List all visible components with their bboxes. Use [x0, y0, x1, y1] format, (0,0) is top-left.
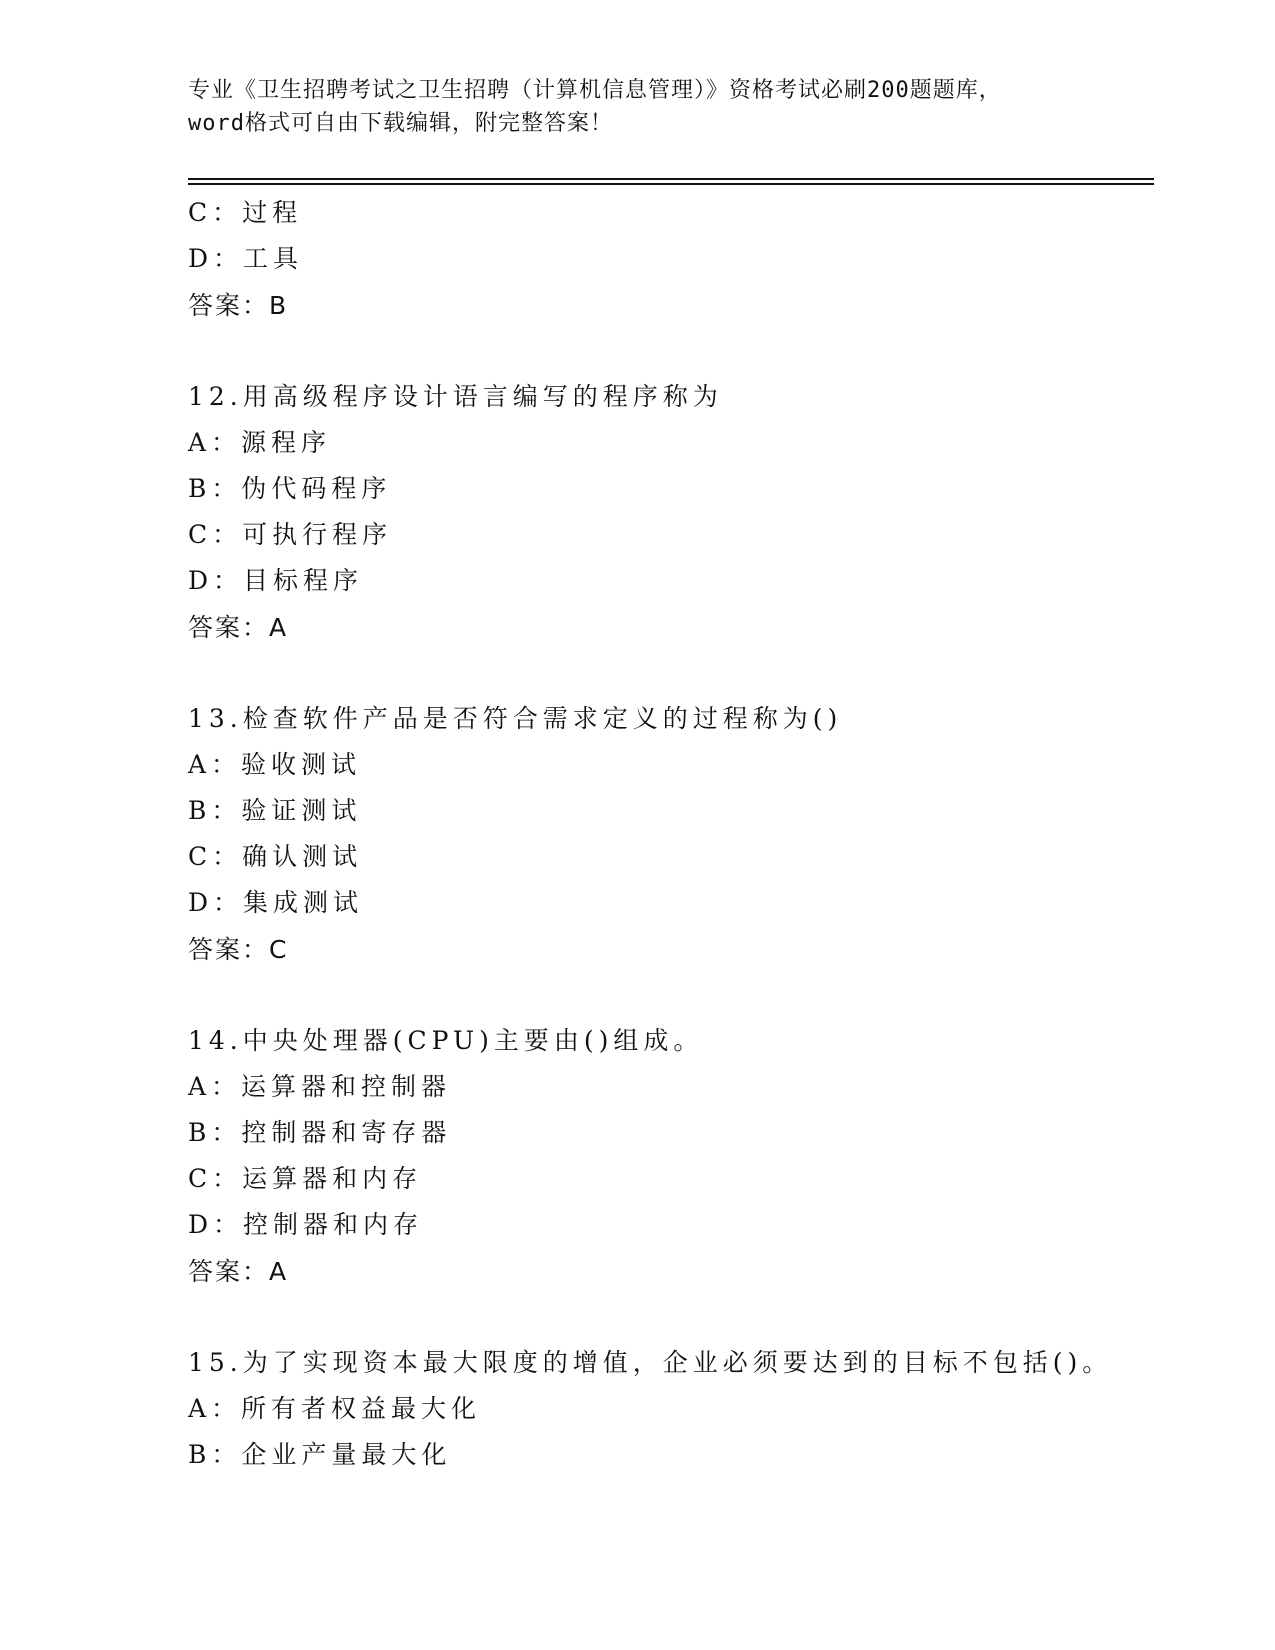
option-b: B：伪代码程序 [188, 474, 392, 503]
question-12 [188, 374, 1168, 651]
option-c: C：确认测试 [188, 842, 363, 871]
question-list [188, 190, 1168, 1478]
option-b: B：企业产量最大化 [188, 1440, 452, 1469]
question-11-continued [188, 190, 1168, 329]
option-d: D：控制器和内存 [188, 1210, 424, 1239]
question-text: 12.用高级程序设计语言编写的程序称为 [188, 382, 723, 411]
answer-line: 答案：C [188, 935, 289, 964]
question-13 [188, 696, 1168, 973]
answer-line: 答案：A [188, 613, 289, 642]
option-a: A：运算器和控制器 [188, 1072, 452, 1101]
document-header [188, 74, 1088, 140]
option-b: B：控制器和寄存器 [188, 1118, 452, 1147]
option-b: B：验证测试 [188, 796, 362, 825]
question-text: 14.中央处理器(CPU)主要由()组成。 [188, 1026, 704, 1055]
question-text: 15.为了实现资本最大限度的增值，企业必须要达到的目标不包括()。 [188, 1348, 1113, 1377]
option-a: A：验收测试 [188, 750, 362, 779]
option-a: A：所有者权益最大化 [188, 1394, 482, 1423]
option-d: D：工具 [188, 244, 304, 273]
header-divider-top [188, 178, 1154, 180]
question-15 [188, 1340, 1168, 1478]
option-d: D：目标程序 [188, 566, 364, 595]
header-divider-bottom [188, 183, 1154, 185]
question-text: 13.检查软件产品是否符合需求定义的过程称为() [188, 704, 843, 733]
option-c: C：运算器和内存 [188, 1164, 423, 1193]
option-d: D：集成测试 [188, 888, 364, 917]
answer-line: 答案：A [188, 1257, 289, 1286]
option-c: C：可执行程序 [188, 520, 393, 549]
option-a: A：源程序 [188, 428, 332, 457]
header-line-1: 专业《卫生招聘考试之卫生招聘（计算机信息管理）》资格考试必刷200题题库， [188, 78, 1002, 103]
question-14 [188, 1018, 1168, 1295]
option-c: C：过程 [188, 198, 303, 227]
answer-line: 答案：B [188, 291, 289, 320]
header-line-2: word格式可自由下载编辑，附完整答案！ [188, 111, 613, 136]
